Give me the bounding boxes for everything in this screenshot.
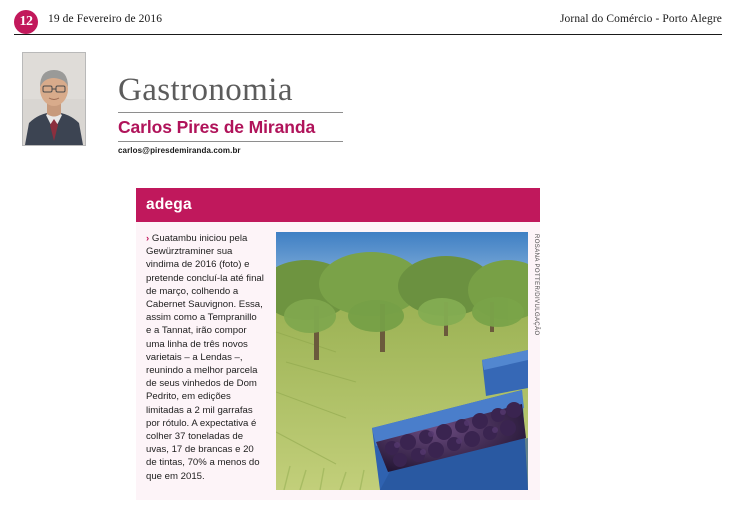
masthead	[14, 10, 722, 34]
section-title-divider	[118, 112, 343, 113]
section-title: Gastronomia	[118, 72, 293, 108]
author-name-divider	[118, 141, 343, 142]
photo-credit: ROSANA POTTER/DIVULGAÇÃO	[533, 234, 539, 336]
article-panel	[136, 188, 540, 500]
article-photo-image	[276, 232, 528, 490]
author-email: carlos@piresdemiranda.com.br	[118, 146, 241, 155]
author-portrait	[22, 52, 86, 146]
article-kicker: adega	[146, 196, 192, 213]
article-body-text: Guatambu iniciou pela Gewürztraminer sua vindima de 2016 (foto) e pretende concluí-la até final de março, colhendo a Cabernet Sauvignon. Essa, assim como a Tempranillo e a Tannat, irão compor uma linha de três novos varietais – a Lendas –, reunindo a melhor parcela de seus vinhedos de Dom Pedrito, em edições limitadas a 2 mil garrafas por rótulo. A expectativa é colher 37 toneladas de uvas, 17 de brancas e 20 de tintas, 70% a menos do que em 2015.	[146, 233, 264, 482]
article-photo	[276, 232, 528, 490]
article-header-bar	[136, 188, 540, 222]
article-bullet-icon: ›	[146, 233, 150, 244]
masthead-date: 19 de Fevereiro de 2016	[48, 13, 163, 25]
author-portrait-image	[23, 53, 85, 145]
author-name: Carlos Pires de Miranda	[118, 117, 316, 137]
page-number-badge: 12	[14, 10, 38, 34]
article-text-column	[146, 232, 264, 490]
masthead-divider	[14, 34, 722, 35]
masthead-publication: Jornal do Comércio - Porto Alegre	[559, 13, 722, 25]
